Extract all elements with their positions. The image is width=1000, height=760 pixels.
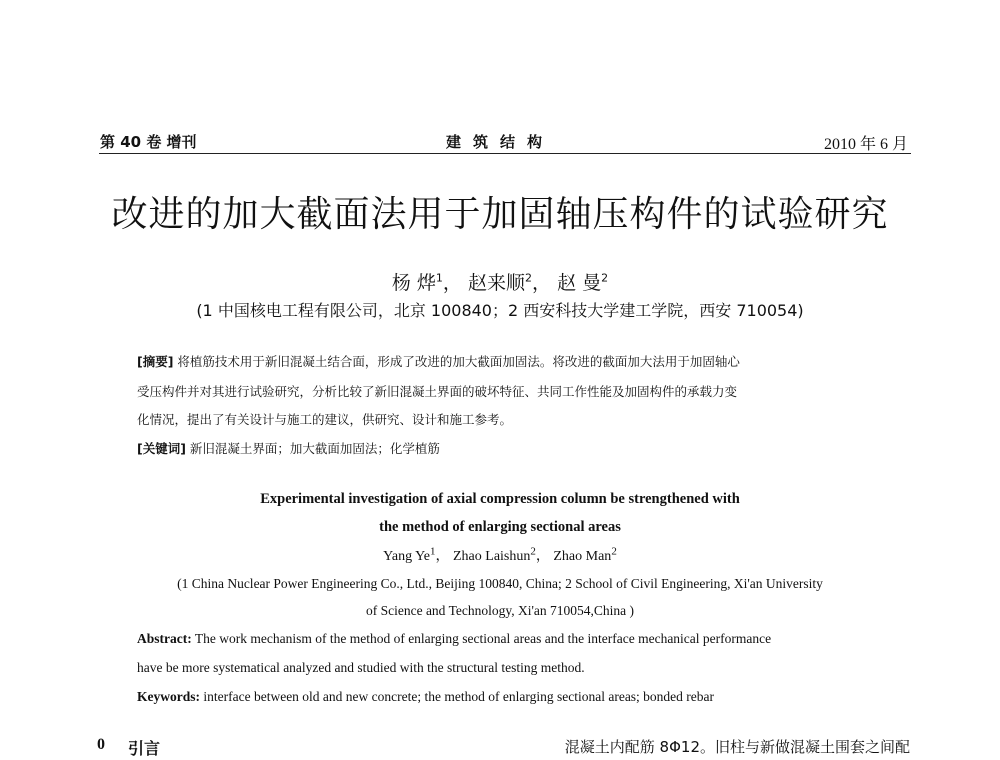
body-text-fragment: 混凝土内配筋 8Φ12。旧柱与新做混凝土围套之间配 bbox=[564, 738, 910, 756]
author-affil-mark: 2 bbox=[601, 271, 609, 285]
keywords-en-label: Keywords: bbox=[137, 689, 200, 704]
author-name-en: Zhao Laishun bbox=[453, 549, 531, 564]
affiliation-en-line: (1 China Nuclear Power Engineering Co., Ltd., Beijing 100840, China; 2 School of Civil Engineering, Xi'an University bbox=[177, 576, 823, 591]
author-separator: ， bbox=[435, 549, 453, 564]
author-name-en: Zhao Man bbox=[553, 549, 612, 564]
author-name: 赵来顺 bbox=[467, 272, 525, 294]
author-separator: ， bbox=[442, 272, 462, 294]
author-affil-mark: 2 bbox=[525, 271, 532, 285]
author-name: 赵 曼 bbox=[557, 272, 602, 294]
authors-cn bbox=[0, 268, 1000, 295]
author-affil-mark: 1 bbox=[430, 545, 436, 558]
abstract-cn-line: 受压构件并对其进行试验研究，分析比较了新旧混凝土界面的破坏特征、共同工作性能及加固构件的承载力变 bbox=[137, 384, 738, 399]
section-title: 引言 bbox=[128, 739, 161, 758]
author-affil-mark: 1 bbox=[435, 271, 443, 285]
affiliation-cn: (1 中国核电工程有限公司，北京 100840；2 西安科技大学建工学院，西安 710054) bbox=[196, 301, 804, 320]
keywords-cn-label: [关键词] bbox=[137, 441, 186, 456]
affiliation-en-line: of Science and Technology, Xi'an 710054,China ) bbox=[365, 603, 635, 618]
abstract-en-text: The work mechanism of the method of enlarging sectional areas and the interface mechanical performance bbox=[194, 631, 772, 646]
abstract-en-label: Abstract: bbox=[137, 631, 192, 646]
header-rule bbox=[99, 153, 911, 154]
abstract-cn-line bbox=[137, 352, 877, 370]
paper-title-en-line: the method of enlarging sectional areas bbox=[379, 519, 621, 535]
abstract-cn-text: 将植筋技术用于新旧混凝土结合面，形成了改进的加大截面加固法。将改进的截面加大法用于加固轴心 bbox=[177, 354, 740, 369]
author-affil-mark: 2 bbox=[611, 545, 617, 558]
abstract-en-line bbox=[137, 631, 771, 647]
abstract-cn-label: [摘要] bbox=[137, 354, 174, 369]
author-separator: ， bbox=[532, 272, 552, 294]
keywords-cn-text: 新旧混凝土界面；加大截面加固法；化学植筋 bbox=[189, 441, 440, 456]
author-name-en: Yang Ye bbox=[383, 549, 430, 564]
publication-date: 2010 年 6 月 bbox=[823, 136, 908, 153]
keywords-en bbox=[137, 689, 714, 705]
abstract-en-line: have be more systematical analyzed and studied with the structural testing method. bbox=[137, 660, 585, 675]
author-affil-mark: 2 bbox=[530, 545, 536, 558]
author-separator: ， bbox=[535, 549, 554, 564]
paper-title-en-line: Experimental investigation of axial compression column be strengthened with bbox=[260, 491, 740, 507]
keywords-cn bbox=[137, 439, 877, 457]
abstract-cn-line: 化情况，提出了有关设计与施工的建议，供研究、设计和施工参考。 bbox=[137, 412, 513, 427]
author-name: 杨 烨 bbox=[391, 272, 436, 294]
section-number: 0 bbox=[97, 736, 105, 753]
paper-title-cn: 改进的加大截面法用于加固轴压构件的试验研究 bbox=[111, 194, 889, 235]
journal-name: 建筑结构 bbox=[445, 133, 554, 151]
authors-en bbox=[0, 545, 1000, 565]
journal-issue: 第 40 卷 增刊 bbox=[100, 133, 197, 151]
keywords-en-text: interface between old and new concrete; the method of enlarging sectional areas; bonded rebar bbox=[203, 689, 715, 704]
